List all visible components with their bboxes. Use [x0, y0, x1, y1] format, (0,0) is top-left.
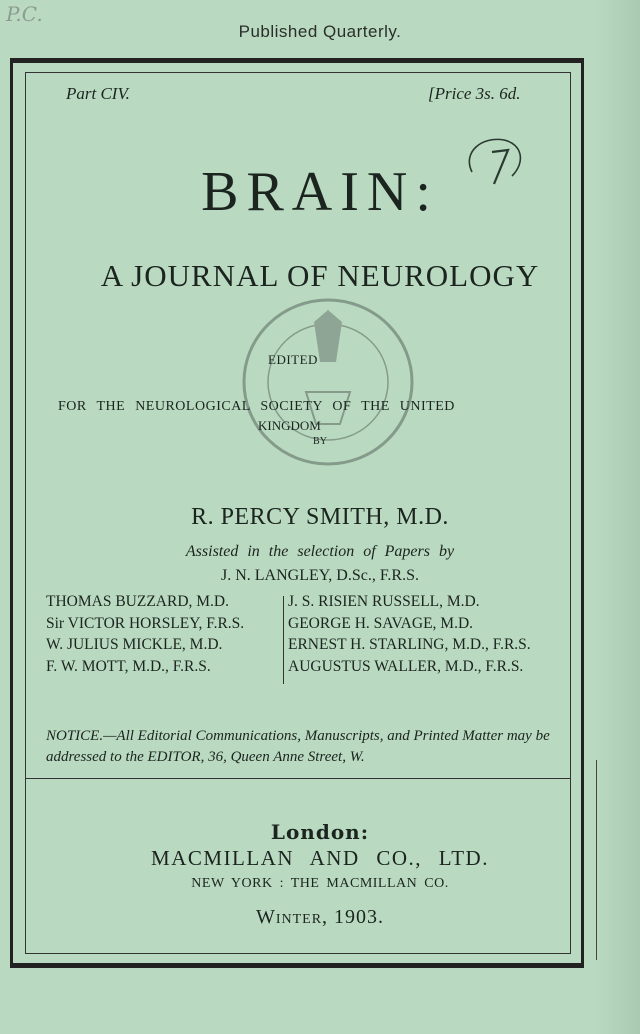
assistant-name: J. N. LANGLEY, D.Sc., F.R.S.	[221, 567, 419, 584]
handwritten-mark-icon	[452, 132, 532, 192]
contributor-name: W. JULIUS MICKLE, M.D.	[46, 636, 223, 653]
contributors-left-column	[46, 591, 244, 677]
society-line-continued: KINGDOM	[258, 418, 321, 433]
edited-label: EDITED	[268, 352, 318, 367]
publication-city: London:	[270, 820, 370, 844]
contributors-right-column	[288, 591, 531, 677]
contributor-name: AUGUSTUS WALLER, M.D., F.R.S.	[288, 657, 524, 675]
contributor-name: J. S. RISIEN RUSSELL, M.D.	[288, 593, 480, 610]
journal-subtitle: A JOURNAL OF NEUROLOGY	[100, 258, 540, 293]
column-divider	[283, 596, 284, 684]
publication-frequency: Published Quarterly.	[238, 22, 402, 41]
publisher-name: MACMILLAN AND CO., LTD.	[151, 846, 489, 870]
society-line: FOR THE NEUROLOGICAL SOCIETY OF THE UNITED	[58, 399, 455, 414]
contributor-name: THOMAS BUZZARD, M.D.	[46, 593, 229, 610]
contributor-name: GEORGE H. SAVAGE, M.D.	[288, 614, 474, 632]
price: [Price 3s. 6d.	[428, 84, 521, 103]
issue-season	[0, 906, 640, 929]
assisted-by-line: Assisted in the selection of Papers by	[185, 543, 455, 560]
by-label: BY	[313, 436, 327, 447]
editorial-notice: NOTICE.—All Editorial Communications, Manuscripts, and Printed Matter may be addressed to the EDITOR, 36, Queen Anne Street, W.	[46, 728, 550, 765]
editor-name: R. PERCY SMITH, M.D.	[191, 504, 449, 530]
contributor-name: F. W. MOTT, M.D., F.R.S.	[46, 657, 211, 675]
season-word: Winter,	[255, 906, 329, 928]
pencil-annotation: P.C.	[6, 2, 43, 26]
new-york-publisher: NEW YORK : THE MACMILLAN CO.	[191, 876, 449, 891]
part-number: Part CIV.	[66, 84, 130, 103]
contributor-name: ERNEST H. STARLING, M.D., F.R.S.	[288, 636, 531, 653]
season-year: 1903.	[328, 906, 385, 928]
notice-divider	[26, 778, 570, 779]
journal-title: BRAIN:	[201, 161, 439, 223]
contributor-name: Sir VICTOR HORSLEY, F.R.S.	[46, 614, 245, 632]
